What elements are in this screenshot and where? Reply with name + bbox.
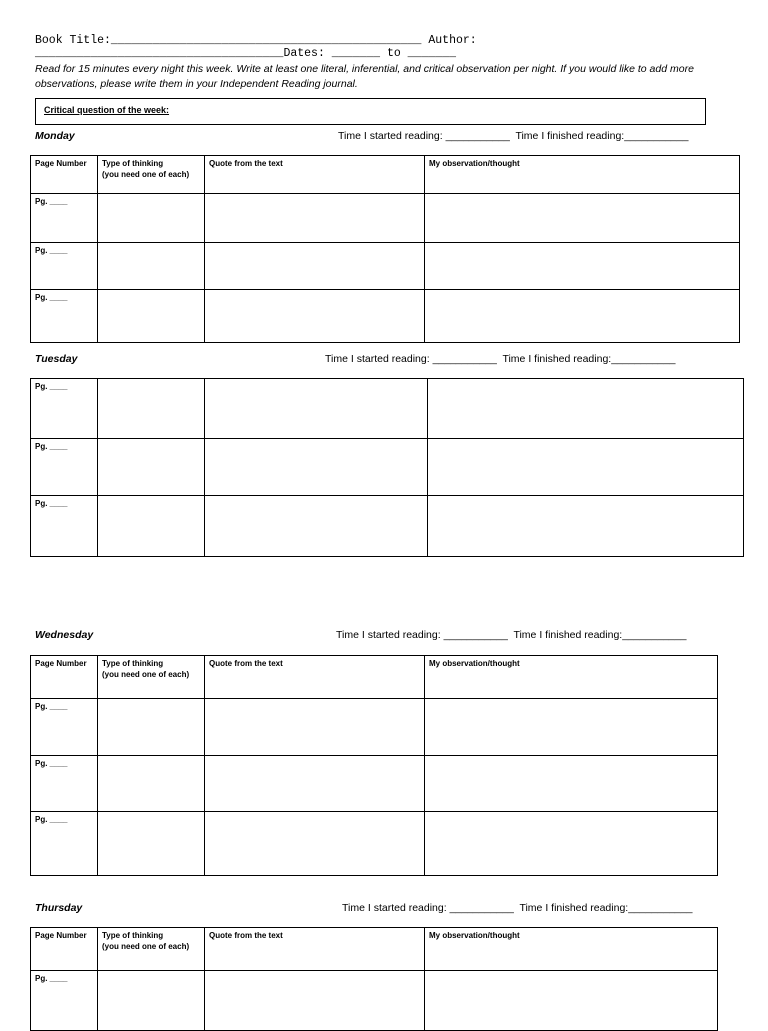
col-page-number: Page Number [31, 928, 98, 971]
col-observation: My observation/thought [425, 656, 718, 699]
thinking-cell[interactable] [98, 290, 205, 343]
monday-log-table [30, 155, 740, 343]
observation-cell[interactable] [425, 971, 718, 1031]
quote-cell[interactable] [205, 243, 425, 290]
page-cell[interactable]: Pg. ____ [31, 971, 98, 1031]
thinking-cell[interactable] [98, 971, 205, 1031]
wednesday-log-table [30, 655, 718, 876]
observation-cell[interactable] [425, 194, 740, 243]
dates-line: ____________________________________Dates: _______ to _______ [35, 47, 456, 60]
thinking-cell[interactable] [98, 379, 205, 439]
thinking-cell[interactable] [98, 496, 205, 557]
observation-cell[interactable] [425, 756, 718, 812]
quote-cell[interactable] [205, 496, 428, 557]
quote-cell[interactable] [205, 379, 428, 439]
observation-cell[interactable] [425, 699, 718, 756]
monday-reading-times: Time I started reading: ___________ Time I finished reading:___________ [338, 130, 689, 142]
col-quote: Quote from the text [205, 656, 425, 699]
instructions: Read for 15 minutes every night this week. Write at least one literal, inferential, and critical observation per night. If you would like to add more observations, please write them in your Independent Reading journal. [35, 63, 694, 90]
page-cell[interactable]: Pg. ____ [31, 812, 98, 876]
table-row [31, 812, 718, 876]
table-row [31, 194, 740, 243]
col-quote: Quote from the text [205, 928, 425, 971]
wednesday-reading-times: Time I started reading: ___________ Time I finished reading:___________ [336, 629, 687, 641]
table-row [31, 496, 744, 557]
quote-cell[interactable] [205, 699, 425, 756]
page-cell[interactable]: Pg. ____ [31, 439, 98, 496]
quote-cell[interactable] [205, 290, 425, 343]
tuesday-reading-times: Time I started reading: ___________ Time I finished reading:___________ [325, 353, 676, 365]
thinking-cell[interactable] [98, 756, 205, 812]
day-tuesday-label: Tuesday [35, 353, 78, 365]
page-cell[interactable]: Pg. ____ [31, 496, 98, 557]
page-cell[interactable]: Pg. ____ [31, 243, 98, 290]
table-row [31, 379, 744, 439]
page-cell[interactable]: Pg. ____ [31, 194, 98, 243]
critical-question-box [35, 98, 706, 125]
quote-cell[interactable] [205, 756, 425, 812]
table-row [31, 290, 740, 343]
col-type-of-thinking: Type of thinking (you need one of each) [98, 928, 205, 971]
quote-cell[interactable] [205, 194, 425, 243]
observation-cell[interactable] [425, 290, 740, 343]
page-cell[interactable]: Pg. ____ [31, 756, 98, 812]
table-row [31, 971, 718, 1031]
table-header-row [31, 928, 718, 971]
observation-cell[interactable] [425, 812, 718, 876]
quote-cell[interactable] [205, 439, 428, 496]
thursday-reading-times: Time I started reading: ___________ Time I finished reading:___________ [342, 902, 693, 914]
quote-cell[interactable] [205, 812, 425, 876]
col-observation: My observation/thought [425, 928, 718, 971]
table-row [31, 699, 718, 756]
table-header-row [31, 656, 718, 699]
col-type-of-thinking: Type of thinking (you need one of each) [98, 156, 205, 194]
col-quote: Quote from the text [205, 156, 425, 194]
observation-cell[interactable] [428, 439, 744, 496]
page-cell[interactable]: Pg. ____ [31, 290, 98, 343]
tuesday-log-table [30, 378, 744, 557]
table-header-row [31, 156, 740, 194]
thinking-cell[interactable] [98, 194, 205, 243]
thinking-cell[interactable] [98, 699, 205, 756]
critical-question-label: Critical question of the week: [44, 105, 170, 115]
col-page-number: Page Number [31, 656, 98, 699]
page-cell[interactable]: Pg. ____ [31, 379, 98, 439]
thursday-log-table [30, 927, 718, 1031]
col-type-of-thinking: Type of thinking (you need one of each) [98, 656, 205, 699]
table-row [31, 756, 718, 812]
page-cell[interactable]: Pg. ____ [31, 699, 98, 756]
observation-cell[interactable] [425, 243, 740, 290]
quote-cell[interactable] [205, 971, 425, 1031]
book-title-line: Book Title:_____________________________________________ Author: [35, 34, 477, 47]
table-row [31, 439, 744, 496]
col-page-number: Page Number [31, 156, 98, 194]
observation-cell[interactable] [428, 496, 744, 557]
col-observation: My observation/thought [425, 156, 740, 194]
day-wednesday-label: Wednesday [35, 629, 94, 641]
observation-cell[interactable] [428, 379, 744, 439]
table-row [31, 243, 740, 290]
day-thursday-label: Thursday [35, 902, 83, 914]
thinking-cell[interactable] [98, 439, 205, 496]
thinking-cell[interactable] [98, 243, 205, 290]
thinking-cell[interactable] [98, 812, 205, 876]
day-monday-label: Monday [35, 130, 75, 142]
